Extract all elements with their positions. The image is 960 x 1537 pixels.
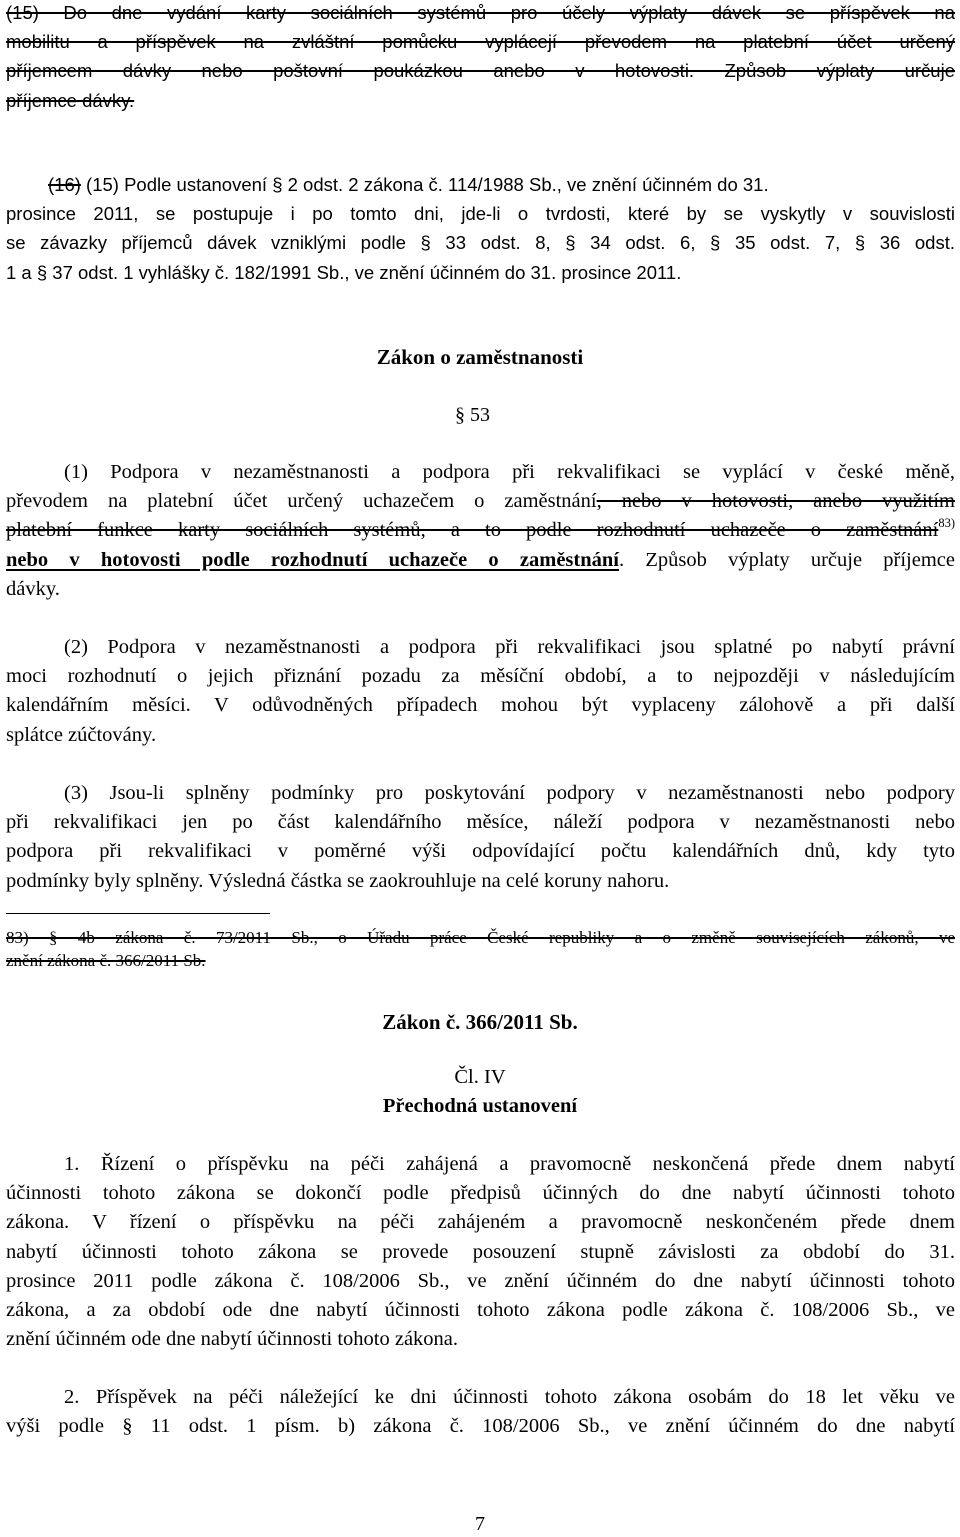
struck-text: , nebo v hotovosti, anebo využitím [596,490,955,513]
text-line: zákona. V řízení o příspěvku na péči zahájeném a pravomocně neskončeném přede dnem [6,1211,955,1234]
law-title: Zákon č. 366/2011 Sb. [382,1010,578,1034]
text-line: příjemcem dávky nebo poštovní poukázkou anebo v hotovosti. Způsob výplaty určuje [6,60,955,82]
text-line: mobilitu a příspěvek na zvláštní pomůcku vyplácejí převodem na platební účet určený [6,31,955,53]
text-line: splátce zúčtovány. [6,723,157,746]
text-line: podpora při rekvalifikaci v poměrné výši odpovídající počtu kalendářních dnů, kdy tyto [6,840,955,863]
struck-paragraph-15 [6,0,955,115]
text-line: výši podle § 11 odst. 1 písm. b) zákona č. 108/2006 Sb., ve znění účinném do dne nabytí [6,1415,955,1438]
text-line [6,546,955,575]
text-run: . Způsob výplaty určuje příjemce [618,548,955,571]
text-line: moci rozhodnutí o jejich přiznání pozadu za měsíční období, a to nejpozději v následujícím [6,665,955,688]
page-number: 7 [475,1513,485,1535]
text-line: 1. Řízení o příspěvku na péči zahájená a pravomocně neskončená přede dnem nabytí [64,1153,955,1175]
text-line: 2. Příspěvek na péči náležející ke dni účinnosti tohoto zákona osobám do 18 let věku ve [64,1386,955,1408]
text-line: (15) Do dne vydání karty sociálních systémů pro účely výplaty dávek se příspěvek na [6,2,955,23]
text-line: prosince 2011, se postupuje i po tomto dni, jde-li o tvrdosti, které by se vyskytly v souvislosti [6,203,955,225]
text-line: účinnosti tohoto zákona se dokončí podle předpisů účinných do dne nabytí účinnosti tohoto [6,1182,955,1205]
text-line: nabytí účinnosti tohoto zákona se provede posouzení stupně závislosti za období do 31. [6,1240,955,1263]
section-number: § 53 [455,404,490,426]
text-line: příjemce dávky. [6,89,135,111]
text-line [6,170,955,199]
law-heading: Zákon o zaměstnanosti [376,345,584,369]
paragraph-1 [6,458,955,604]
point-1 [6,1150,955,1354]
footnote-divider [6,913,270,914]
text-line: znění zákona č. 366/2011 Sb. [6,951,206,970]
text-line: prosince 2011 podle zákona č. 108/2006 Sb., ve znění účinném do dne nabytí účinnosti tohoto [6,1269,955,1292]
text-line: při rekvalifikaci jen po část kalendářního měsíce, náleží podpora v nezaměstnanosti nebo [6,811,955,834]
struck-number: (16) [48,174,81,195]
text-line: dávky. [6,577,60,600]
text-line: (3) Jsou-li splněny podmínky pro poskytování podpory v nezaměstnanosti nebo podpory [64,782,955,804]
footnote-reference: 83) [938,516,955,531]
footnote [6,926,955,972]
text-line: (2) Podpora v nezaměstnanosti a podpora při rekvalifikaci jsou splatné po nabytí právní [64,636,955,658]
paragraph-15 [6,170,955,287]
text-line: zákona, a za období ode dne nabytí účinnosti tohoto zákona podle zákona č. 108/2006 Sb., ve [6,1299,955,1322]
text-line: (1) Podpora v nezaměstnanosti a podpora při rekvalifikaci se vyplácí v české měně, [64,461,955,483]
paragraph-3 [6,779,955,896]
text-run: převodem na platební účet určený uchazečem o zaměstnání [6,490,597,513]
text-line: kalendářním měsíci. V odůvodněných případech mohou být vyplaceny zálohově a při další [6,694,955,717]
text-line: se závazky příjemců dávek vzniklými podle § 33 odst. 8, § 34 odst. 6, § 35 odst. 7, § 36 odst. [6,232,955,254]
inserted-text: nebo v hotovosti podle rozhodnutí uchazeče o zaměstnání [6,548,619,571]
struck-text: platební funkce karty sociálních systémů, a to podle rozhodnutí uchazeče o zaměstnání [6,519,939,542]
text-line: 83) § 4b zákona č. 73/2011 Sb., o Úřadu práce České republiky a o změně souvisejících zákonů, ve [6,928,955,947]
article-title: Přechodná ustanovení [382,1095,578,1117]
text-line: znění účinném ode dne nabytí účinnosti tohoto zákona. [6,1328,459,1351]
point-2 [6,1383,955,1441]
article-number: Čl. IV [454,1066,506,1088]
text-line [6,487,955,516]
text-line: 1 a § 37 odst. 1 vyhlášky č. 182/1991 Sb., ve znění účinném do 31. prosince 2011. [6,261,682,283]
paragraph-2 [6,633,955,750]
text-line [6,516,955,545]
text-run: (15) Podle ustanovení § 2 odst. 2 zákona č. 114/1988 Sb., ve znění účinném do 31. [80,174,769,195]
text-line: podmínky byly splněny. Výsledná částka se zaokrouhluje na celé koruny nahoru. [6,869,670,892]
